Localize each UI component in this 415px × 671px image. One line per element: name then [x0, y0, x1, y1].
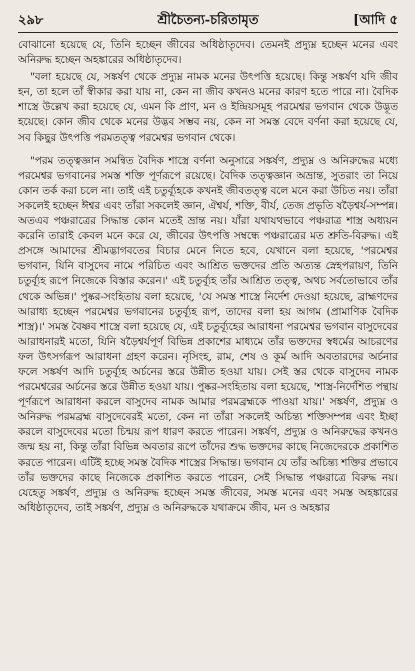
paragraph: "পরম তত্ত্বজ্ঞান সমন্বিত বৈদিক শাস্ত্রে বর্ণনা অনুসারে সঙ্কর্ষণ, প্রদ্যুম্ন ও অনিরুদ্ধের মধ্যে পরমেশ্বর ভগবানের সমস্ত শক্তি পূর্ণরূপে রয়েছে। বৈদিক তত্ত্বজ্ঞান অভ্রান্ত, সুতরাং তা নিয়ে কোন তর্ক করা চলে না। তাই এই চতুর্ব্যূহকে কখনই জীবতত্ত্ব বলে মনে করা উচিত নয়। তাঁরা সকলেই হচ্ছেন ঈশ্বর এবং তাঁরা সকলেই জ্ঞান, ঐশ্বর্য, শক্তি, বীর্য, তেজ প্রভৃতি ষড়ৈশ্বর্য-সম্পন্ন। অতএব পঞ্চরাত্রের সিদ্ধান্ত কোন মতেই ভ্রান্ত নয়। যাঁরা যথাযথভাবে পঞ্চরাত্র শাস্ত্র অধ্যয়ন করেনি তারাই কেবল মনে করে যে, জীবের উৎপত্তি সম্বন্ধে পঞ্চরাত্রের মত শ্রুতি-বিরুদ্ধ। এই প্রসঙ্গে আমাদের শ্রীমদ্ভাগবতের বিচার মেনে নিতে হবে, যেখানে বলা হয়েছে, 'পরমেশ্বর ভগবান, যিনি বাসুদেব নামে পরিচিত এবং আশ্রিত ভক্তদের প্রতি অত্যন্ত স্নেহপরায়ণ, তিনি চতুর্ব্যূহ রূপে নিজেকে বিস্তার করেন।' এই চতুর্ব্যূহ তাঁর আশ্রিত তত্ত্ব, অথচ সর্বতোভাবে তাঁর থেকে অভিন্ন।' পুষ্কর-সংহিতায় বলা হয়েছে, 'যে সমস্ত শাস্ত্রে নির্দেশ দেওয়া হয়েছে, ব্রাহ্মণদের আরাধ্য হচ্ছেন পরমেশ্বর ভগবানের চতুর্ব্যূহ রূপ, তাদের বলা হয় আগম (প্রামাণিক বৈদিক শাস্ত্র)।' সমস্ত বৈষ্ণব শাস্ত্রে বলা হয়েছে যে, এই চতুর্ব্যূহের আরাধনা পরমেশ্বর ভগবান বাসুদেবের আরাধনারই মতো, যিনি ষড়ৈশ্বর্যপূর্ণ বিভিন্ন প্রকাশের মাধ্যমে তাঁর ভক্তদের স্বধর্মের আচরণের ফল উৎসর্গরূপ আরাধনা গ্রহণ করেন। নৃসিংহ, রাম, শেষ ও কূর্ম আদি অবতারদের অর্চনার ফলে সঙ্কর্ষণ আদি চতুর্ব্যূহ অর্চনের স্তরে উন্নীত হওয়া যায়। সেই স্তর থেকে বাসুদেব নামক পরমেশ্বরের অর্চনের স্তরে উন্নীত হওয়া যায়। পুষ্কর-সংহিতায় বলা হয়েছে, 'শাস্ত্র-নির্দেশিত পন্থায় পূর্ণরূপে আরাধনা করলে বাসুদেব নামক আমার পরমব্রহ্মকে পাওয়া যায়।' সঙ্কর্ষণ, প্রদ্যুম্ন ও অনিরুদ্ধ পরমব্রহ্ম বাসুদেবেরই মতো, কেন না তাঁরা সকলেই অচিন্ত্য শক্তিসম্পন্ন এবং ইচ্ছা করলে বাসুদেবের মতো চিন্ময় রূপ ধারণ করতে পারেন। সঙ্কর্ষণ, প্রদ্যুম্ন ও অনিরুদ্ধের কখনও জন্ম হয় না, কিন্তু তাঁরা বিভিন্ন অবতার রূপে তাঁদের শুদ্ধ ভক্তদের কাছে নিজেদেরকে প্রকাশিত করতে পারেন। এটিই হচ্ছে সমস্ত বৈদিক শাস্ত্রের সিদ্ধান্ত। ভগবান যে তাঁর অচিন্ত্য শক্তির প্রভাবে তাঁর ভক্তদের কাছে নিজেকে প্রকাশিত করতে পারেন, সেই সিদ্ধান্ত পঞ্চরাত্রে বিরুদ্ধ নয়। যেহেতু সঙ্কর্ষণ, প্রদ্যুম্ন ও অনিরুদ্ধ হচ্ছেন সমস্ত জীবের, সমস্ত মনের এবং সমস্ত অহঙ্কারের অধিষ্ঠাতৃদেব, তাই সঙ্কর্ষণ, প্রদ্যুম্ন ও অনিরুদ্ধকে যথাক্রমে জীব, মন ও অহঙ্কার	[18, 154, 398, 514]
page-number: ২৯৮	[18, 13, 44, 28]
paragraph: "বলা হয়েছে যে, সঙ্কর্ষণ থেকে প্রদ্যুম্ন নামক মনের উৎপত্তি হয়েছে। কিন্তু সঙ্কর্ষণ যদি জীব হন, তা হলে তাঁ স্বীকার করা যায় না, কেন না জীব কখনও মনের কারণ হতে পারে না। বৈদিক শাস্ত্রে উল্লেখ করা হয়েছে যে, এমন কি প্রাণ, মন ও ইন্দ্রিয়সমূহ পরমেশ্বর ভগবান থেকে উদ্ভূত হয়েছে। কোন জীব থেকে মনের উদ্ভব সম্ভব নয়, কেন না সমস্ত বেদে বর্ণনা করা হয়েছে যে, সব কিছুর উৎপত্তি পরমতত্ত্ব পরমেশ্বর ভগবান থেকে।	[18, 71, 398, 144]
page-body	[18, 38, 398, 663]
book-title: শ্রীচৈতন্য-চরিতামৃত	[157, 13, 259, 28]
page-header	[18, 10, 398, 33]
paragraph: বোঝানো হয়েছে যে, তিনি হচ্ছেন জীবের অধিষ্ঠাতৃদেব। তেমনই প্রদ্যুম্ন হচ্ছেন মনের এবং অনিরুদ্ধ হচ্ছেন অহঙ্কারের অধিষ্ঠাতৃদেব।	[18, 39, 398, 67]
section-label: [আদি ৫	[353, 13, 398, 28]
